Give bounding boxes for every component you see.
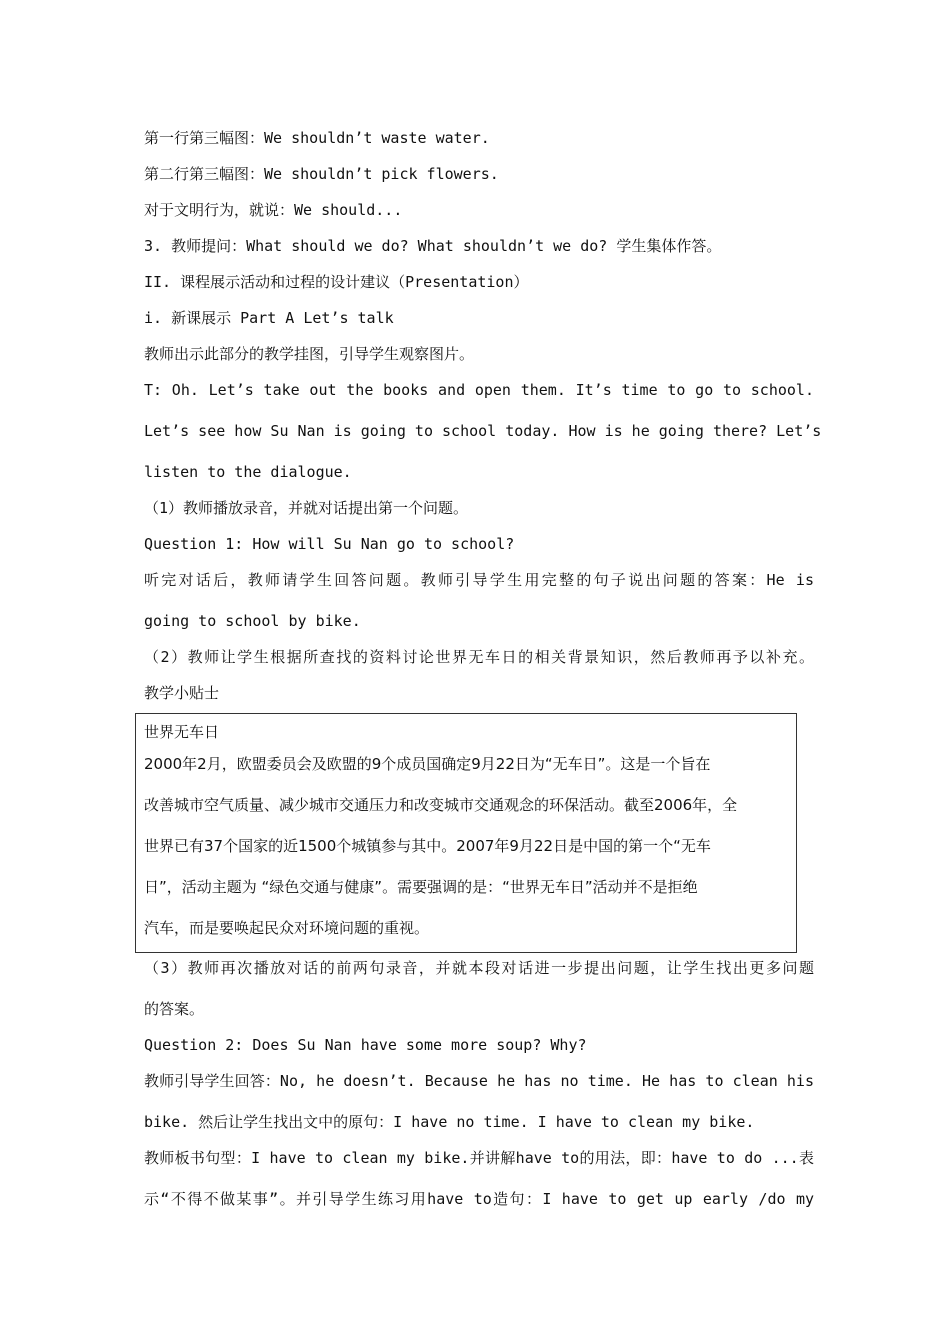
- tip-title: 世界无车日: [144, 723, 220, 741]
- question-2: Question 2: Does Su Nan have some more soup? Why?: [144, 1036, 587, 1054]
- teaching-tip-box: [135, 713, 797, 953]
- step-1-text: （1）教师播放录音，并就对话提出第一个问题。: [144, 499, 469, 517]
- answer-guide-line-4: bike. 然后让学生找出文中的原句：I have no time. I have to clean my bike.: [144, 1113, 755, 1131]
- subsection-heading-lets-talk: i. 新课展示 Part A Let’s talk: [144, 309, 394, 327]
- tip-paragraph-line-1: 2000年2月，欧盟委员会及欧盟的9个成员国确定9月22日为“无车日”。这是一个旨在: [144, 755, 711, 773]
- teaching-tip-label: 教学小贴士: [144, 684, 220, 702]
- text-line-1: 第一行第三幅图：We shouldn’t waste water.: [144, 129, 490, 147]
- step-3-text-line-2: 的答案。: [144, 1000, 205, 1018]
- tip-paragraph-line-4: 日”，活动主题为 “绿色交通与健康”。需要强调的是：“世界无车日”活动并不是拒绝: [144, 878, 698, 896]
- tip-paragraph-line-5: 汽车，而是要唤起民众对环境问题的重视。: [144, 919, 430, 937]
- step-2-text: （2）教师让学生根据所查找的资料讨论世界无车日的相关背景知识，然后教师再予以补充。: [144, 648, 814, 666]
- dialogue-line-3: listen to the dialogue.: [144, 463, 352, 481]
- board-writing-line-1: 教师板书句型：I have to clean my bike.并讲解have to的用法，即：have to do ...表: [144, 1149, 814, 1167]
- step-3-text-line-1: （3）教师再次播放对话的前两句录音，并就本段对话进一步提出问题，让学生找出更多问题: [144, 959, 814, 977]
- text-line-4: 3. 教师提问：What should we do? What shouldn’t we do? 学生集体作答。: [144, 237, 722, 255]
- tip-paragraph-line-2: 改善城市空气质量、减少城市交通压力和改变城市交通观念的环保活动。截至2006年，全: [144, 796, 738, 814]
- question-1: Question 1: How will Su Nan go to school?: [144, 535, 515, 553]
- text-line-3: 对于文明行为，就说：We should...: [144, 201, 403, 219]
- answer-guide-line-1: 听完对话后，教师请学生回答问题。教师引导学生用完整的句子说出问题的答案：He is: [144, 571, 814, 589]
- text-line-2: 第二行第三幅图：We shouldn’t pick flowers.: [144, 165, 499, 183]
- text-line-7: 教师出示此部分的教学挂图，引导学生观察图片。: [144, 345, 475, 363]
- dialogue-line-1: T: Oh. Let’s take out the books and open them. It’s time to go to school.: [144, 381, 814, 399]
- answer-guide-line-3: 教师引导学生回答：No, he doesn’t. Because he has no time. He has to clean his: [144, 1072, 814, 1090]
- tip-paragraph-line-3: 世界已有37个国家的近1500个城镇参与其中。2007年9月22日是中国的第一个“无车: [144, 837, 711, 855]
- dialogue-line-2: Let’s see how Su Nan is going to school today. How is he going there? Let’s: [144, 422, 822, 440]
- section-heading-presentation: II. 课程展示活动和过程的设计建议（Presentation）: [144, 273, 529, 291]
- answer-guide-line-2: going to school by bike.: [144, 612, 361, 630]
- board-writing-line-2: 示“不得不做某事”。并引导学生练习用have to造句：I have to get up early /do my: [144, 1190, 814, 1208]
